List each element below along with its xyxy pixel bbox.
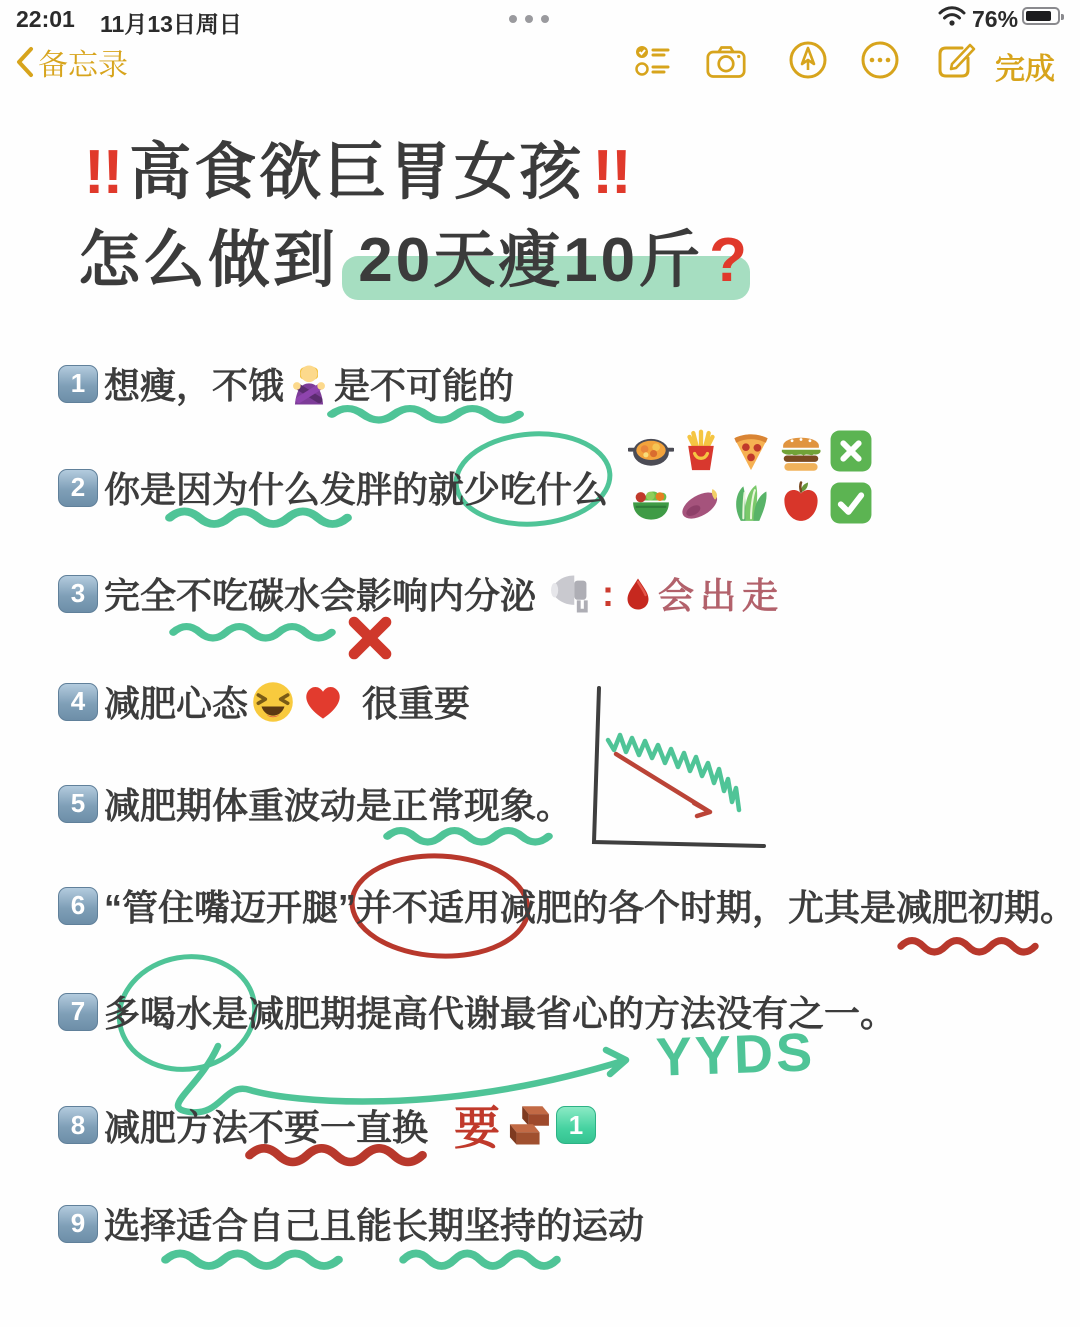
checklist-icon[interactable] bbox=[632, 40, 672, 80]
keycap-9-icon: 9 bbox=[58, 1205, 98, 1243]
note-line-8: 8 减肥方法不要一直换 要 1 bbox=[58, 1092, 602, 1158]
keycap-1-green-icon: 1 bbox=[556, 1106, 596, 1144]
roasted-sweet-potato-icon bbox=[678, 480, 724, 526]
multitask-dots bbox=[505, 10, 553, 28]
green-wavy-underline bbox=[170, 618, 335, 638]
double-exclamation-icon: !! bbox=[592, 138, 630, 207]
hamburger-icon bbox=[778, 428, 824, 474]
ellipsis-circle-icon[interactable] bbox=[860, 40, 900, 80]
red-yao-annotation: 要 bbox=[454, 1102, 501, 1154]
note-line-2: 2 你是因为什么发胖的就少吃什么 bbox=[58, 462, 608, 513]
done-button[interactable]: 完成 bbox=[995, 53, 1055, 86]
rose-text: 会出走 bbox=[658, 575, 785, 616]
note-line-3: 3 完全不吃碳水会影响内分泌 : 会出走 bbox=[58, 568, 784, 619]
grinning-squinting-face-icon bbox=[250, 679, 296, 725]
green-salad-icon bbox=[628, 480, 674, 526]
keycap-2-icon: 2 bbox=[58, 469, 98, 507]
red-colon: : bbox=[602, 572, 615, 614]
status-date: 11月13日周日 bbox=[100, 11, 242, 37]
status-time: 22:01 bbox=[16, 6, 75, 32]
yyds-label: YYDS bbox=[655, 1022, 817, 1088]
cross-mark-button-icon bbox=[828, 428, 874, 474]
cross-mark-icon bbox=[344, 612, 396, 664]
keycap-1-icon: 1 bbox=[58, 365, 98, 403]
keycap-5-icon: 5 bbox=[58, 785, 98, 823]
leafy-green-icon bbox=[728, 480, 774, 526]
question-mark: ? bbox=[709, 226, 751, 295]
battery-percent: 76% bbox=[972, 6, 1019, 32]
weight-trend-doodle bbox=[568, 682, 773, 867]
note-line-1: 1 想瘦，不饿 是不可能的 bbox=[58, 358, 514, 409]
markup-pen-icon[interactable] bbox=[788, 40, 828, 80]
green-zigzag-line bbox=[608, 735, 739, 810]
pan-of-food-icon bbox=[628, 428, 674, 474]
note-title-line1: !! 高食欲巨胃女孩 !! bbox=[84, 138, 630, 207]
wifi-icon bbox=[938, 5, 966, 27]
note-line-4: 4 减肥心态 很重要 bbox=[58, 676, 470, 727]
note-line-6: 6 “管住嘴迈开腿” 并不适用 减肥的各个时期，尤其是减肥初期。 bbox=[58, 880, 1076, 931]
check-mark-button-icon bbox=[828, 480, 874, 526]
keycap-3-icon: 3 bbox=[58, 575, 98, 613]
keycap-7-icon: 7 bbox=[58, 993, 98, 1031]
french-fries-icon bbox=[678, 428, 724, 474]
brick-icon bbox=[502, 1099, 554, 1151]
woman-gesturing-no-icon bbox=[286, 361, 332, 407]
note-line-7: 7 多 喝水 是减肥期提高代谢最省心的方法没有之一。 bbox=[58, 986, 896, 1037]
red-heart-icon bbox=[300, 679, 346, 725]
keycap-6-icon: 6 bbox=[58, 887, 98, 925]
back-button[interactable] bbox=[12, 40, 128, 84]
back-label: 备忘录 bbox=[38, 49, 128, 82]
red-apple-icon bbox=[778, 480, 824, 526]
compose-icon[interactable] bbox=[936, 40, 976, 80]
note-title-line2: 怎么做到 20天瘦10斤? bbox=[78, 226, 751, 295]
loudspeaker-icon bbox=[550, 571, 596, 617]
pizza-icon bbox=[728, 428, 774, 474]
blood-drop-icon bbox=[620, 576, 656, 612]
keycap-4-icon: 4 bbox=[58, 683, 98, 721]
note-line-9: 9 选择适合自己且能长期坚持的运动 bbox=[58, 1198, 644, 1249]
food-emoji-grid bbox=[626, 428, 876, 532]
back-chevron-icon bbox=[12, 45, 38, 79]
keycap-8-icon: 8 bbox=[58, 1106, 98, 1144]
note-line-5: 5 减肥期体重波动是正常现象。 bbox=[58, 778, 572, 829]
camera-icon[interactable] bbox=[706, 42, 746, 82]
double-exclamation-icon: !! bbox=[84, 138, 122, 207]
battery-icon bbox=[1022, 7, 1060, 25]
red-wavy-underline bbox=[898, 932, 1038, 952]
